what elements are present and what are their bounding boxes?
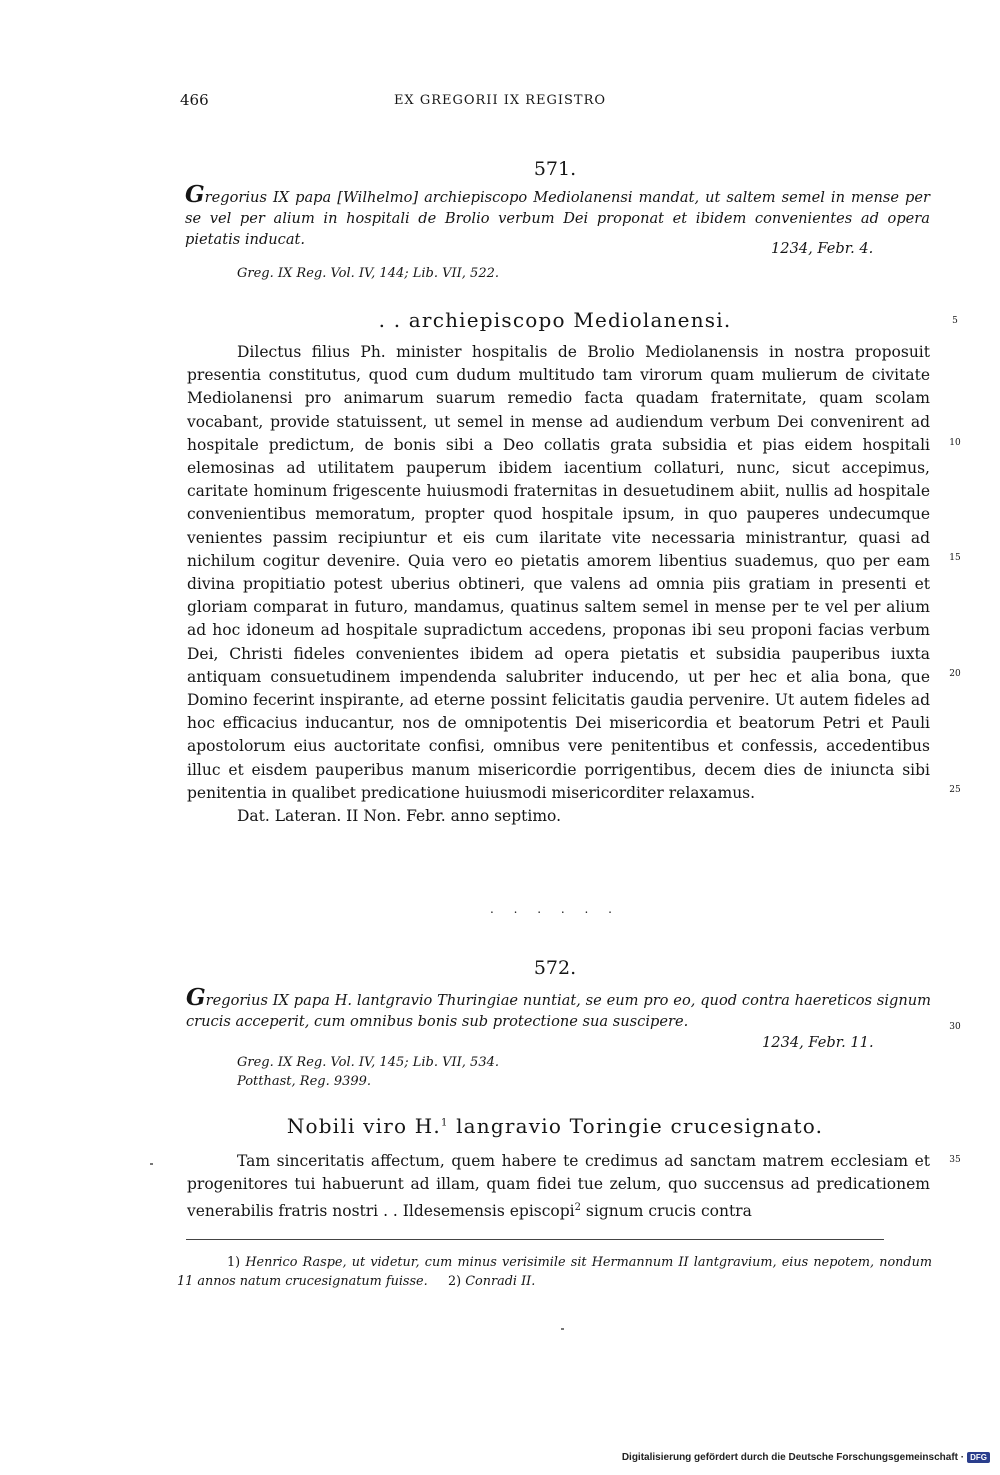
page-number: 466 xyxy=(180,91,209,109)
letter-text: Dilectus filius Ph. minister hospitalis de Brolio Mediolanensis in nostra proposuit presentia constitutus, quod cum dudum multitudo tam virorum quam mulierum de civitate Mediolanensi pro animarum suarum remedio facta quadam fraternitate, quam scolam vocabant, provide statuissent, ut semel in mense ad audiendum verbum Dei convenirent ad hospitale predictum, de bonis sibi a Deo collatis grata subsidia et pias eidem hospitali elemosinas ad utilitatem pauperum ibidem iacentium collaturi, nunc, sicut accepimus, caritate hominum frigescente huiusmodi fraternitas in desuetudinem abiit, nullis ad hospitale convenientibus memoratum, propter quod hospitale ipsum, in quo pauperes undecumque venientes passim recipiuntur et eis cum ilaritate vite necessaria ministrantur, quasi ad nichilum cogitur devenire. Quia vero eo pietatis amorem libentius suademus, quo per eam divina propitiatio potest uberius obtineri, que valens ad omnia piis gratiam in presenti et gloriam comparat in futuro, mandamus, quatinus saltem semel in mense per te vel per alium ad hoc idoneum ad hospitale supradictum accedens, proponas ibi seu proponi facias verbum Dei, Christi fideles convenientes ibidem ad opera pietatis et subsidia pauperibus iuxta antiquam consuetudinem impendenda salubriter inducendo, ut per hec et alia bona, que Domino fecerint inspirante, ad eterne possint felicitatis gaudia pervenire. Ut autem fideles ad hoc efficacius inducantur, nos de omnipotentis Dei misericordia et beatorum Petri et Pauli apostolorum eius auctoritate confisi, omnibus vere penitentibus et confessis, accedentibus illuc et eisdem pauperibus manum misericordie porrigentibus, decem dies de iniuncta sibi penitentia in qualibet predicatione huiusmodi misericorditer relaxamus. xyxy=(187,343,930,802)
line-number: 15 xyxy=(949,553,961,563)
address-part: Nobili viro H. xyxy=(286,1114,441,1138)
datum-line: Dat. Lateran. II Non. Febr. anno septimo. xyxy=(237,807,562,826)
running-title: EX GREGORII IX REGISTRO xyxy=(393,93,607,108)
line-number: 30 xyxy=(949,1022,961,1032)
letter-text: Tam sinceritatis affectum, quem habere te credimus ad sanctam matrem ecclesiam et progenitores tui habuerunt ad illam, quam fidei tue zelum, quo succensus ad predicationem venerabilis fratris nostri . . Ildesemensis episcopi$^2$ signum crucis contra xyxy=(187,1152,930,1221)
letter-body-572 xyxy=(187,1150,930,1224)
scan-speck xyxy=(150,1163,153,1165)
digitization-credit xyxy=(622,1452,990,1463)
footnote-marker: 1 xyxy=(440,1117,449,1129)
document-number-571: 571. xyxy=(533,158,577,180)
regest-initial: G xyxy=(186,984,206,1011)
line-number: 20 xyxy=(949,669,961,679)
footnote-marker: 2 xyxy=(574,1202,581,1214)
credit-text: Digitalisierung gefördert durch die Deutsche Forschungsgemeinschaft · xyxy=(621,1452,965,1463)
line-number: 5 xyxy=(952,316,958,326)
footnotes xyxy=(177,1253,932,1291)
regest-date-571: 1234, Febr. 4. xyxy=(771,240,874,257)
section-separator: . . . . . . xyxy=(490,902,620,916)
regest-initial: G xyxy=(185,181,205,208)
address-572 xyxy=(0,1114,1000,1138)
footnote-rule xyxy=(186,1239,884,1240)
regest-572 xyxy=(186,984,931,1032)
line-number: 25 xyxy=(949,785,961,795)
regest-text: regorius IX papa H. lantgravio Thuringiae nuntiat, se eum pro eo, quod contra haereticos signum crucis acceperit, cum omnibus bonis sub protectione sua suscipere. xyxy=(186,992,931,1030)
line-number: 35 xyxy=(949,1155,961,1165)
source-reference-572: Greg. IX Reg. Vol. IV, 145; Lib. VII, 534. xyxy=(237,1055,499,1070)
address-571: . . archiepiscopo Mediolanensi. xyxy=(378,308,732,332)
regest-date-572: 1234, Febr. 11. xyxy=(762,1034,874,1051)
address-part: langravio Toringie crucesignato. xyxy=(448,1114,824,1138)
dfg-logo: DFG xyxy=(967,1452,990,1463)
footnote-2-number: 2) xyxy=(448,1274,462,1289)
document-number-572: 572. xyxy=(533,957,577,979)
source-reference-potthast: Potthast, Reg. 9399. xyxy=(237,1074,372,1089)
footnote-1-number: 1) xyxy=(227,1255,241,1270)
letter-body-571 xyxy=(187,341,930,828)
footnote-2-text: Conradi II. xyxy=(465,1274,536,1289)
source-reference-571: Greg. IX Reg. Vol. IV, 144; Lib. VII, 522. xyxy=(237,266,499,281)
line-number: 10 xyxy=(949,438,961,448)
scan-speck xyxy=(561,1328,564,1330)
regest-text: regorius IX papa [Wilhelmo] archiepiscopo Mediolanensi mandat, ut saltem semel in mense per se vel per alium in hospitali de Brolio verbum Dei proponat et ibidem convenientes ad opera pietatis inducat. xyxy=(185,189,930,248)
footnote-1-text: Henrico Raspe, ut videtur, cum minus verisimile sit Hermannum II lantgravium, eius nepotem, nondum 11 annos natum crucesignatum fuisse. xyxy=(177,1255,932,1289)
